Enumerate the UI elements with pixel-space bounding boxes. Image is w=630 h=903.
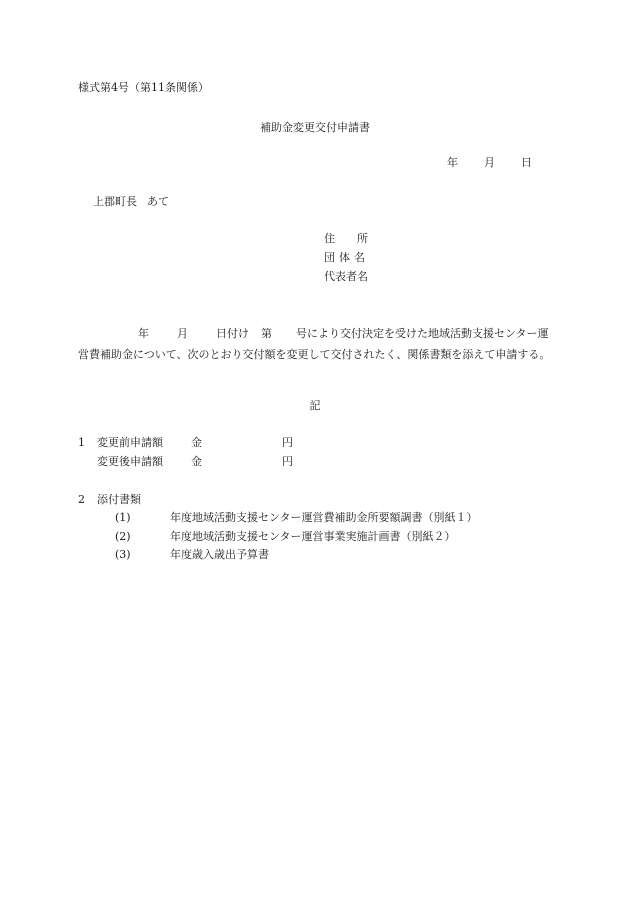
row-label: 変更前申請額 — [97, 436, 163, 449]
applicant-organization-label: 団体名 — [324, 251, 369, 264]
date-month: 月 — [484, 156, 495, 169]
addressee — [93, 196, 169, 207]
date-year: 年 — [447, 156, 458, 169]
row-yen: 円 — [282, 455, 293, 468]
form-number: 様式第4号（第11条関係） — [78, 81, 209, 94]
body-dated: 日付け — [216, 327, 249, 340]
note-heading: 記 — [309, 399, 321, 412]
item1-row-after — [97, 455, 293, 468]
document-number: (3) — [115, 548, 131, 561]
body-text: 号により交付決定を受けた地域活動支援センター運営費補助金について、次のとおり交付額を変更して交付されたく、関係書類を添えて申請する。 — [78, 327, 551, 361]
row-kin: 金 — [191, 436, 202, 449]
document-text: 年度歳入歳出予算書 — [170, 548, 269, 561]
body-number-prefix: 第 — [261, 327, 272, 340]
document-title: 補助金変更交付申請書 — [260, 121, 370, 134]
document-number: (1) — [115, 511, 131, 524]
body-month: 月 — [177, 327, 188, 340]
item1-number: 1 — [78, 436, 85, 449]
body-year: 年 — [138, 327, 149, 340]
applicant-representative-label: 代表者名 — [324, 270, 368, 283]
addressee-suffix: あて — [147, 195, 169, 208]
item1-row-before — [97, 436, 293, 449]
item2-label: 添付書類 — [97, 493, 141, 506]
row-kin: 金 — [191, 455, 202, 468]
document-number: (2) — [115, 530, 131, 543]
row-label: 変更後申請額 — [97, 455, 163, 468]
addressee-name: 上郡町長 — [93, 195, 137, 208]
item2-number: 2 — [78, 493, 85, 506]
date-line — [447, 157, 532, 168]
document-text: 年度地域活動支援センター運営費補助金所要額調書（別紙１） — [170, 511, 478, 524]
document-text: 年度地域活動支援センター運営事業実施計画書（別紙２） — [170, 530, 456, 543]
application-body — [78, 323, 554, 365]
applicant-address-label: 住所 — [324, 232, 390, 245]
row-yen: 円 — [282, 436, 293, 449]
date-day: 日 — [521, 156, 532, 169]
